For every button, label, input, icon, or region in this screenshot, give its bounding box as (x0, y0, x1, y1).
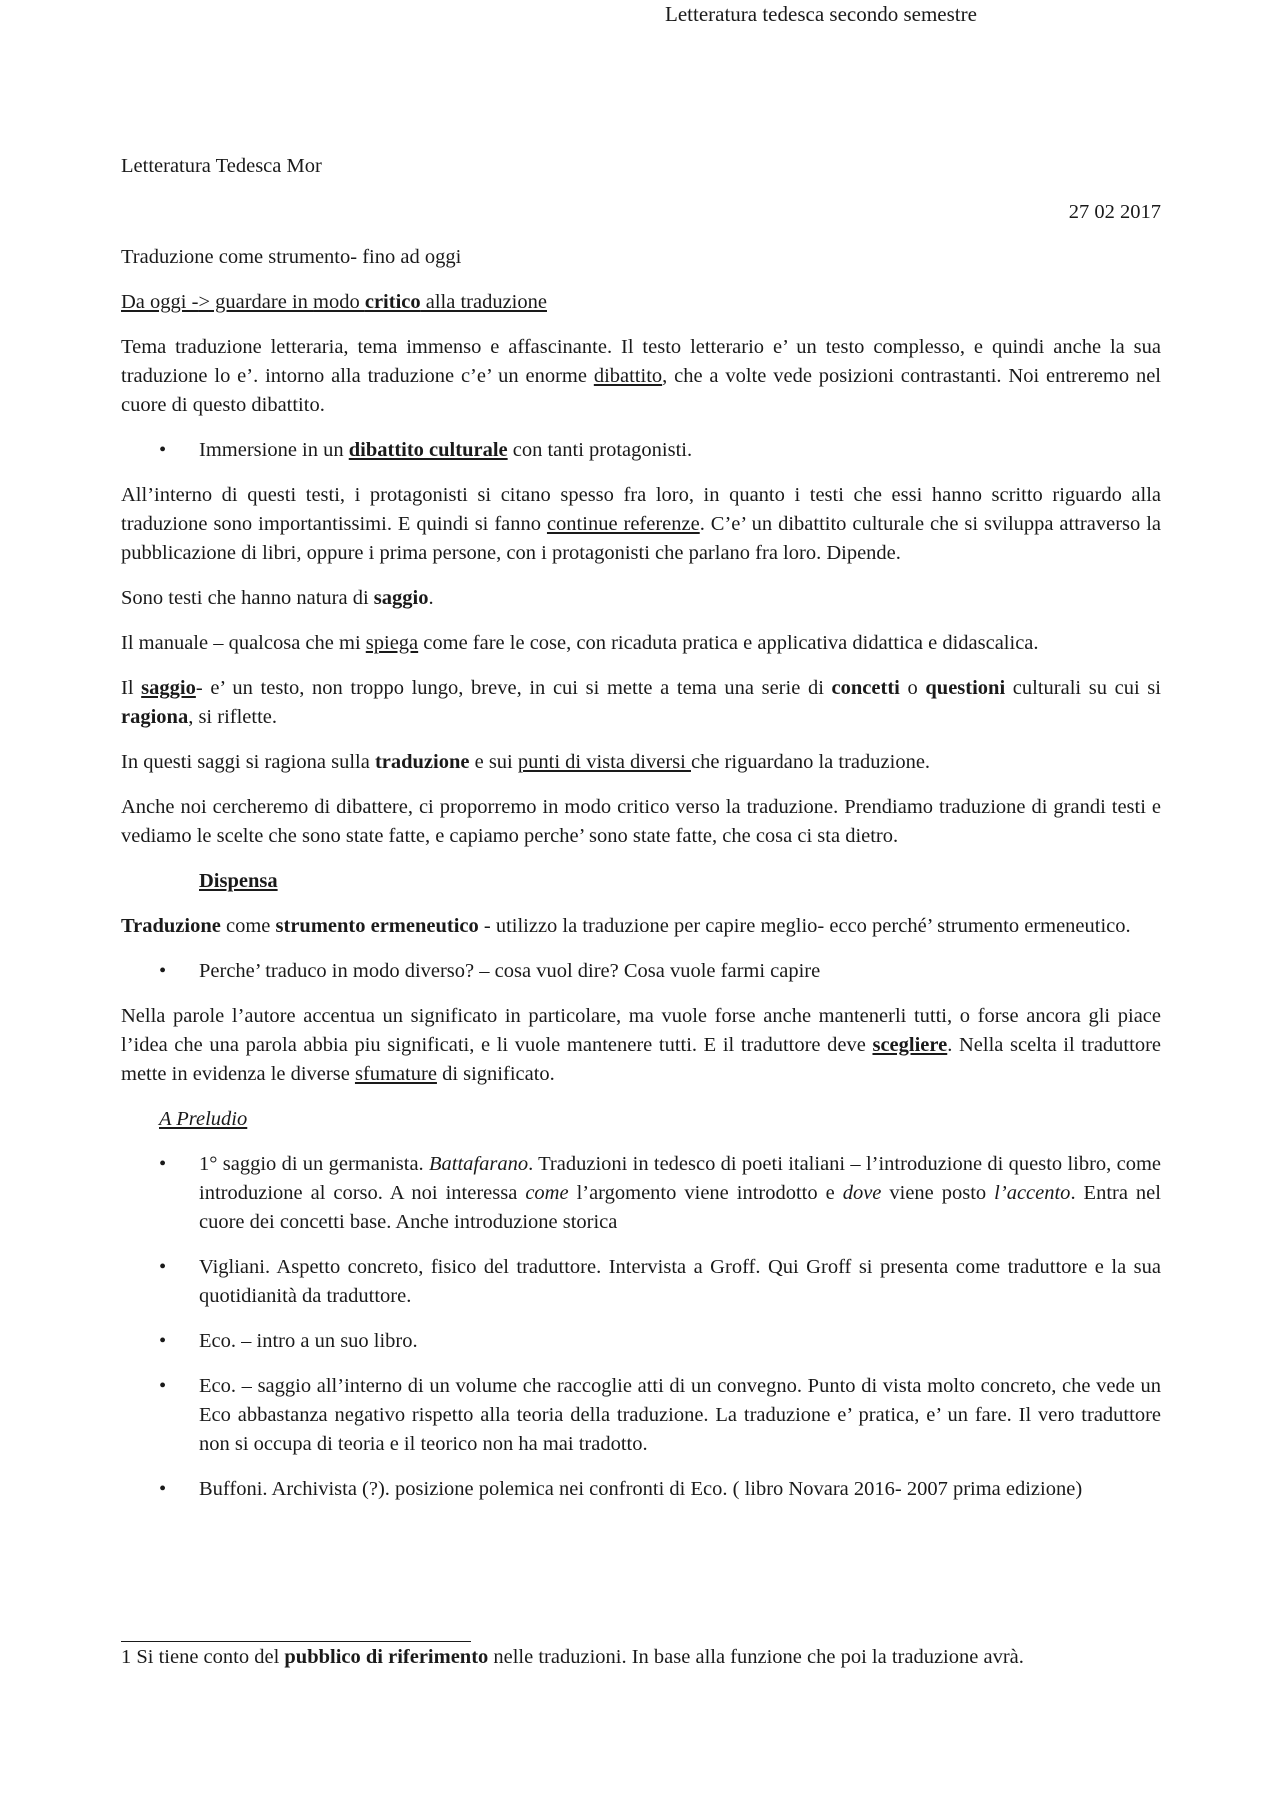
paragraph-dibattere: Anche noi cercheremo di dibattere, ci proporremo in modo critico verso la traduzione. Prendiamo traduzione di grandi testi e vediamo le scelte che sono state fatte, e capiamo perche’ sono state fatte, che cosa ci sta dietro. (121, 796, 1161, 847)
running-header: Letteratura tedesca secondo semestre (665, 2, 977, 26)
bullet-icon: • (159, 439, 167, 461)
paragraph-punti-di-vista: In questi saggi si ragiona sulla traduzione e sui punti di vista diversi che riguardano la traduzione. (121, 751, 931, 773)
document-body (121, 243, 1161, 1520)
bullet-icon: • (159, 1153, 167, 1175)
list-item: • Eco. – saggio all’interno di un volume che raccoglie atti di un convegno. Punto di vista molto concreto, che vede un Eco abbastanza negativo rispetto alla teoria della traduzione. La traduzione e’ pratica, e’ un fare. Il vero traduttore non si occupa di teoria e il teorico non ha mai tradotto. (121, 1372, 1161, 1459)
bullet-icon: • (159, 1330, 167, 1352)
paragraph-saggio-natura: Sono testi che hanno natura di saggio. (121, 587, 434, 609)
lecture-date: 27 02 2017 (1068, 201, 1161, 223)
list-item: • 1° saggio di un germanista. Battafarano. Traduzioni in tedesco di poeti italiani – l’introduzione di questo libro, come introduzione al corso. A noi interessa come l’argomento viene introdotto e dove viene posto l’accento. Entra nel cuore dei concetti base. Anche introduzione storica (121, 1150, 1161, 1237)
bullet-list-dibattito (121, 436, 1161, 465)
paragraph-tema: Tema traduzione letteraria, tema immenso e affascinante. Il testo letterario e’ un testo complesso, e quindi anche la sua traduzione lo e’. intorno alla traduzione c’e’ un enorme dibattito, che a volte vede posizioni contrastanti. Noi entreremo nel cuore di questo dibattito. (121, 336, 1161, 416)
section-heading-preludio: A Preludio (159, 1108, 248, 1130)
list-item: • Buffoni. Archivista (?). posizione polemica nei confronti di Eco. ( libro Novara 2016- 2007 prima edizione) (121, 1475, 1161, 1504)
line-da-oggi: Da oggi -> guardare in modo critico alla traduzione (121, 291, 547, 313)
paragraph-manuale: Il manuale – qualcosa che mi spiega come fare le cose, con ricaduta pratica e applicativa didattica e didascalica. (121, 632, 1039, 654)
line-strumento: Traduzione come strumento- fino ad oggi (121, 246, 462, 268)
bullet-icon: • (159, 960, 167, 982)
paragraph-ermeneutico: Traduzione come strumento ermeneutico - utilizzo la traduzione per capire meglio- ecco perché’ strumento ermeneutico. (121, 915, 1131, 937)
paragraph-scegliere: Nella parole l’autore accentua un significato in particolare, ma vuole forse anche mantenerli tutti, o forse ancora gli piace l’idea che una parola abbia piu significati, e li vuole mantenere tutti. E il traduttore deve scegliere. Nella scelta il traduttore mette in evidenza le diverse sfumature di significato. (121, 1005, 1161, 1085)
bullet-list-saggi (121, 1150, 1161, 1504)
paragraph-saggio-definizione: Il saggio- e’ un testo, non troppo lungo, breve, in cui si mette a tema una serie di concetti o questioni culturali su cui si ragiona, si riflette. (121, 677, 1161, 728)
footnote: 1 Si tiene conto del pubblico di riferimento nelle traduzioni. In base alla funzione che poi la traduzione avrà. (121, 1646, 1024, 1668)
list-item: • Immersione in un dibattito culturale con tanti protagonisti. (121, 436, 1161, 465)
list-item: • Perche’ traduco in modo diverso? – cosa vuol dire? Cosa vuole farmi capire (121, 957, 1161, 986)
section-heading-dispensa: Dispensa (199, 870, 278, 892)
paragraph-protagonisti: All’interno di questi testi, i protagonisti si citano spesso fra loro, in quanto i testi che essi hanno scritto riguardo alla traduzione sono importantissimi. E quindi si fanno continue referenze. C’e’ un dibattito culturale che si sviluppa attraverso la pubblicazione di libri, oppure i prima persone, con i protagonisti che parlano fra loro. Dipende. (121, 484, 1161, 564)
bullet-icon: • (159, 1375, 167, 1397)
footnote-separator (121, 1641, 471, 1642)
bullet-icon: • (159, 1256, 167, 1278)
document-title: Letteratura Tedesca Mor (121, 155, 322, 177)
bullet-icon: • (159, 1478, 167, 1500)
list-item: • Vigliani. Aspetto concreto, fisico del traduttore. Intervista a Groff. Qui Groff si presenta come traduttore e la sua quotidianità da traduttore. (121, 1253, 1161, 1311)
list-item: • Eco. – intro a un suo libro. (121, 1327, 1161, 1356)
bullet-list-perche (121, 957, 1161, 986)
